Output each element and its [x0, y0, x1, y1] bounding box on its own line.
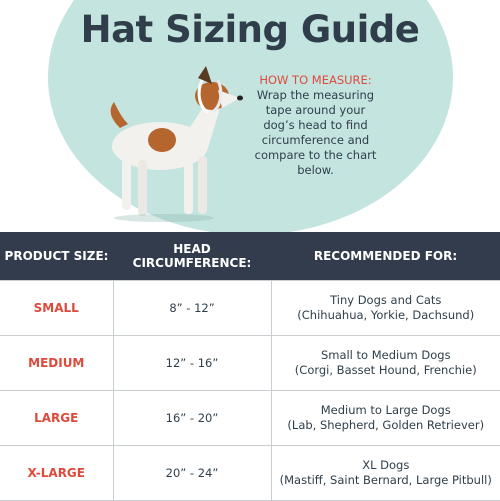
size-cell: MEDIUM — [0, 336, 113, 391]
table-header-row — [0, 232, 500, 281]
recommendation-title: XL Dogs — [362, 458, 410, 472]
header-product-size: PRODUCT SIZE: — [0, 232, 113, 281]
circumference-cell: 12” - 16” — [113, 336, 271, 391]
header-recommended-for: RECOMMENDED FOR: — [271, 232, 500, 281]
how-to-measure-heading: HOW TO MEASURE: — [259, 73, 372, 87]
recommendation-cell — [271, 446, 500, 501]
recommendation-detail: (Chihuahua, Yorkie, Dachsund) — [297, 308, 475, 322]
recommendation-detail: (Mastiff, Saint Bernard, Large Pitbull) — [279, 473, 492, 487]
recommendation-cell — [271, 281, 500, 336]
recommendation-title: Small to Medium Dogs — [320, 348, 451, 362]
size-table — [0, 232, 500, 501]
recommendation-cell — [271, 391, 500, 446]
page-title: Hat Sizing Guide — [80, 8, 420, 51]
table-row — [0, 446, 500, 501]
how-to-measure-body: Wrap the measuring tape around your dog’s head to find circumference and compare to the chart below. — [254, 88, 377, 177]
recommendation-detail: (Lab, Shepherd, Golden Retriever) — [287, 418, 485, 432]
recommendation-cell — [271, 336, 500, 391]
table-row — [0, 391, 500, 446]
recommendation-detail: (Corgi, Basset Hound, Frenchie) — [294, 363, 477, 377]
dog-illustration — [100, 58, 245, 223]
size-cell: X-LARGE — [0, 446, 113, 501]
table-row — [0, 281, 500, 336]
recommendation-title: Medium to Large Dogs — [320, 403, 451, 417]
circumference-cell: 20” - 24” — [113, 446, 271, 501]
header-head-circumference: HEAD CIRCUMFERENCE: — [113, 232, 271, 281]
table-row — [0, 336, 500, 391]
circumference-cell: 16” - 20” — [113, 391, 271, 446]
circumference-cell: 8” - 12” — [113, 281, 271, 336]
how-to-measure — [253, 73, 378, 178]
size-cell: SMALL — [0, 281, 113, 336]
size-cell: LARGE — [0, 391, 113, 446]
recommendation-title: Tiny Dogs and Cats — [330, 293, 442, 307]
